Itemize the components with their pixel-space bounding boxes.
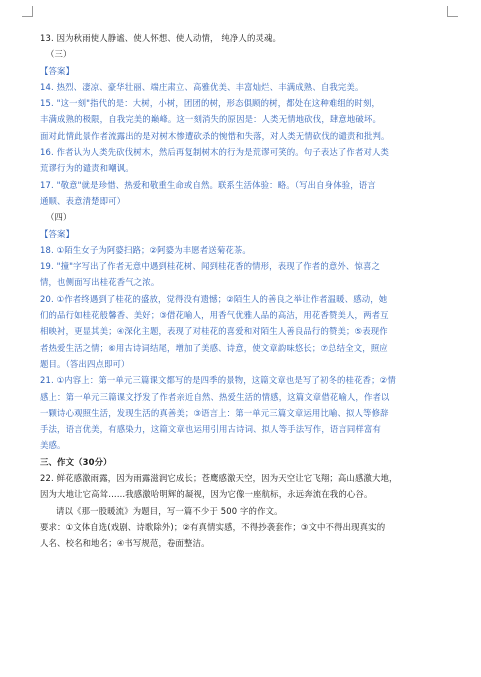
document-page — [40, 30, 445, 552]
document-line: 情，也侧面写出桂花香气之浓。 — [40, 277, 160, 288]
document-line: 15. "这一刻"指代的是：大树，小树，团团的树，形态俱顾的树，都处在这种难组的时刻， — [40, 98, 381, 109]
document-line: 一颗诗心观照生活，发现生活的真善美；③语言上：第一单元三篇文章运用比喻、拟人等修辞 — [40, 407, 389, 418]
document-line: （四） — [46, 212, 72, 223]
document-line: 20. ①作者终遇到了桂花的盛放，觉得没有遗憾；②陌生人的善良之举让作者温暖、感动，她 — [40, 293, 388, 304]
document-line: 16. 作者认为人类先砍伐树木，然后再复制树木的行为是荒谬可笑的。句子表达了作者对人类 — [40, 147, 390, 158]
document-line: 【答案】 — [40, 65, 75, 76]
document-line: 17. "敬意"就是珍惜、热爱和敬重生命或自然。联系生活体验：略。（写出自身体验，语言 — [40, 179, 376, 190]
document-line: 者热爱生活之情；⑥用古诗词结尾，增加了美感、诗意，使文章韵味悠长；⑦总结全文，照应 — [40, 342, 388, 353]
document-line: 14. 热烈、凄凉、豪华壮丽、端庄肃立、高雅优美、丰富灿烂、丰满成熟、自我完美。 — [40, 81, 364, 92]
document-line: 18. ①陌生女子为阿婆扫路；②阿婆为丰愿者送菊花茶。 — [40, 244, 251, 255]
page-corner-mark-top-right — [447, 6, 458, 17]
document-line: 因为大地让它高耸……我感激哈明辉的凝视，因为它像一座航标，永远奔流在我的心谷。 — [40, 489, 373, 500]
document-line: 荒谬行为的谴责和嘲讽。 — [40, 163, 134, 174]
document-line: 面对此情此景作者流露出的是对树木惨遭砍杀的惋惜和失落，对人类无情砍伐的谴责和批判。 — [40, 130, 390, 141]
document-line: 题目。（答出四点即可） — [40, 358, 130, 369]
document-line: 22. 鲜花感激雨露，因为雨露滋润它成长；苍鹰感激天空，因为天空让它飞翔；高山感激大地， — [40, 473, 398, 484]
document-line: 21. ①内容上：第一单元三篇课文都写的是四季的景物，这篇文章也是写了初冬的桂花香；②情 — [40, 375, 396, 386]
document-line: 人名、校名和地名；④书写规范，卷面整洁。 — [40, 538, 210, 549]
document-line: 请以《那一股暖流》为题目，写一篇不少于 500 字的作文。 — [56, 505, 283, 516]
document-line: 感上：第一单元三篇课文抒发了作者亲近自然、热爱生活的情感，这篇文章借花喻人，作者以 — [40, 391, 390, 402]
document-line: 们的品行如桂花般馨香、美好；③借花喻人，用香气优雅人品的高洁，用花香赞美人，两者互 — [40, 310, 389, 321]
document-line: 相映衬，更显其美；④深化主题，表现了对桂花的喜爱和对陌生人善良品行的赞美；⑤表现作 — [40, 326, 388, 337]
document-line: 丰满成熟的极限，自我完美的巅峰。这一刻消失的原因是：人类无情地砍伐，肆意地破坏。 — [40, 114, 381, 125]
document-line: 手法，语言优美，有感染力，这篇文章也运用引用古诗词、拟人等手法写作，语言同样富有 — [40, 424, 381, 435]
document-line: 三、作文（30分） — [40, 456, 112, 467]
document-line: 19. "撞"字写出了作者无意中遇到桂花树、闻到桂花香的情形，表现了作者的意外、惊喜之 — [40, 261, 381, 272]
document-line: 要求：①文体自选(戏剧、诗歌除外)；②有真情实感，不得抄袭套作；③文中不得出现真实的 — [40, 521, 386, 532]
document-line: 通顺、表意清楚即可） — [40, 195, 126, 206]
document-line: （三） — [46, 49, 72, 60]
document-line: 【答案】 — [40, 228, 75, 239]
page-corner-mark-top-left — [22, 6, 33, 17]
document-line: 13. 因为秋雨使人静谧、使人怀想、使人动情， 纯净人的灵魂。 — [40, 33, 282, 43]
document-line: 美感。 — [40, 440, 66, 451]
